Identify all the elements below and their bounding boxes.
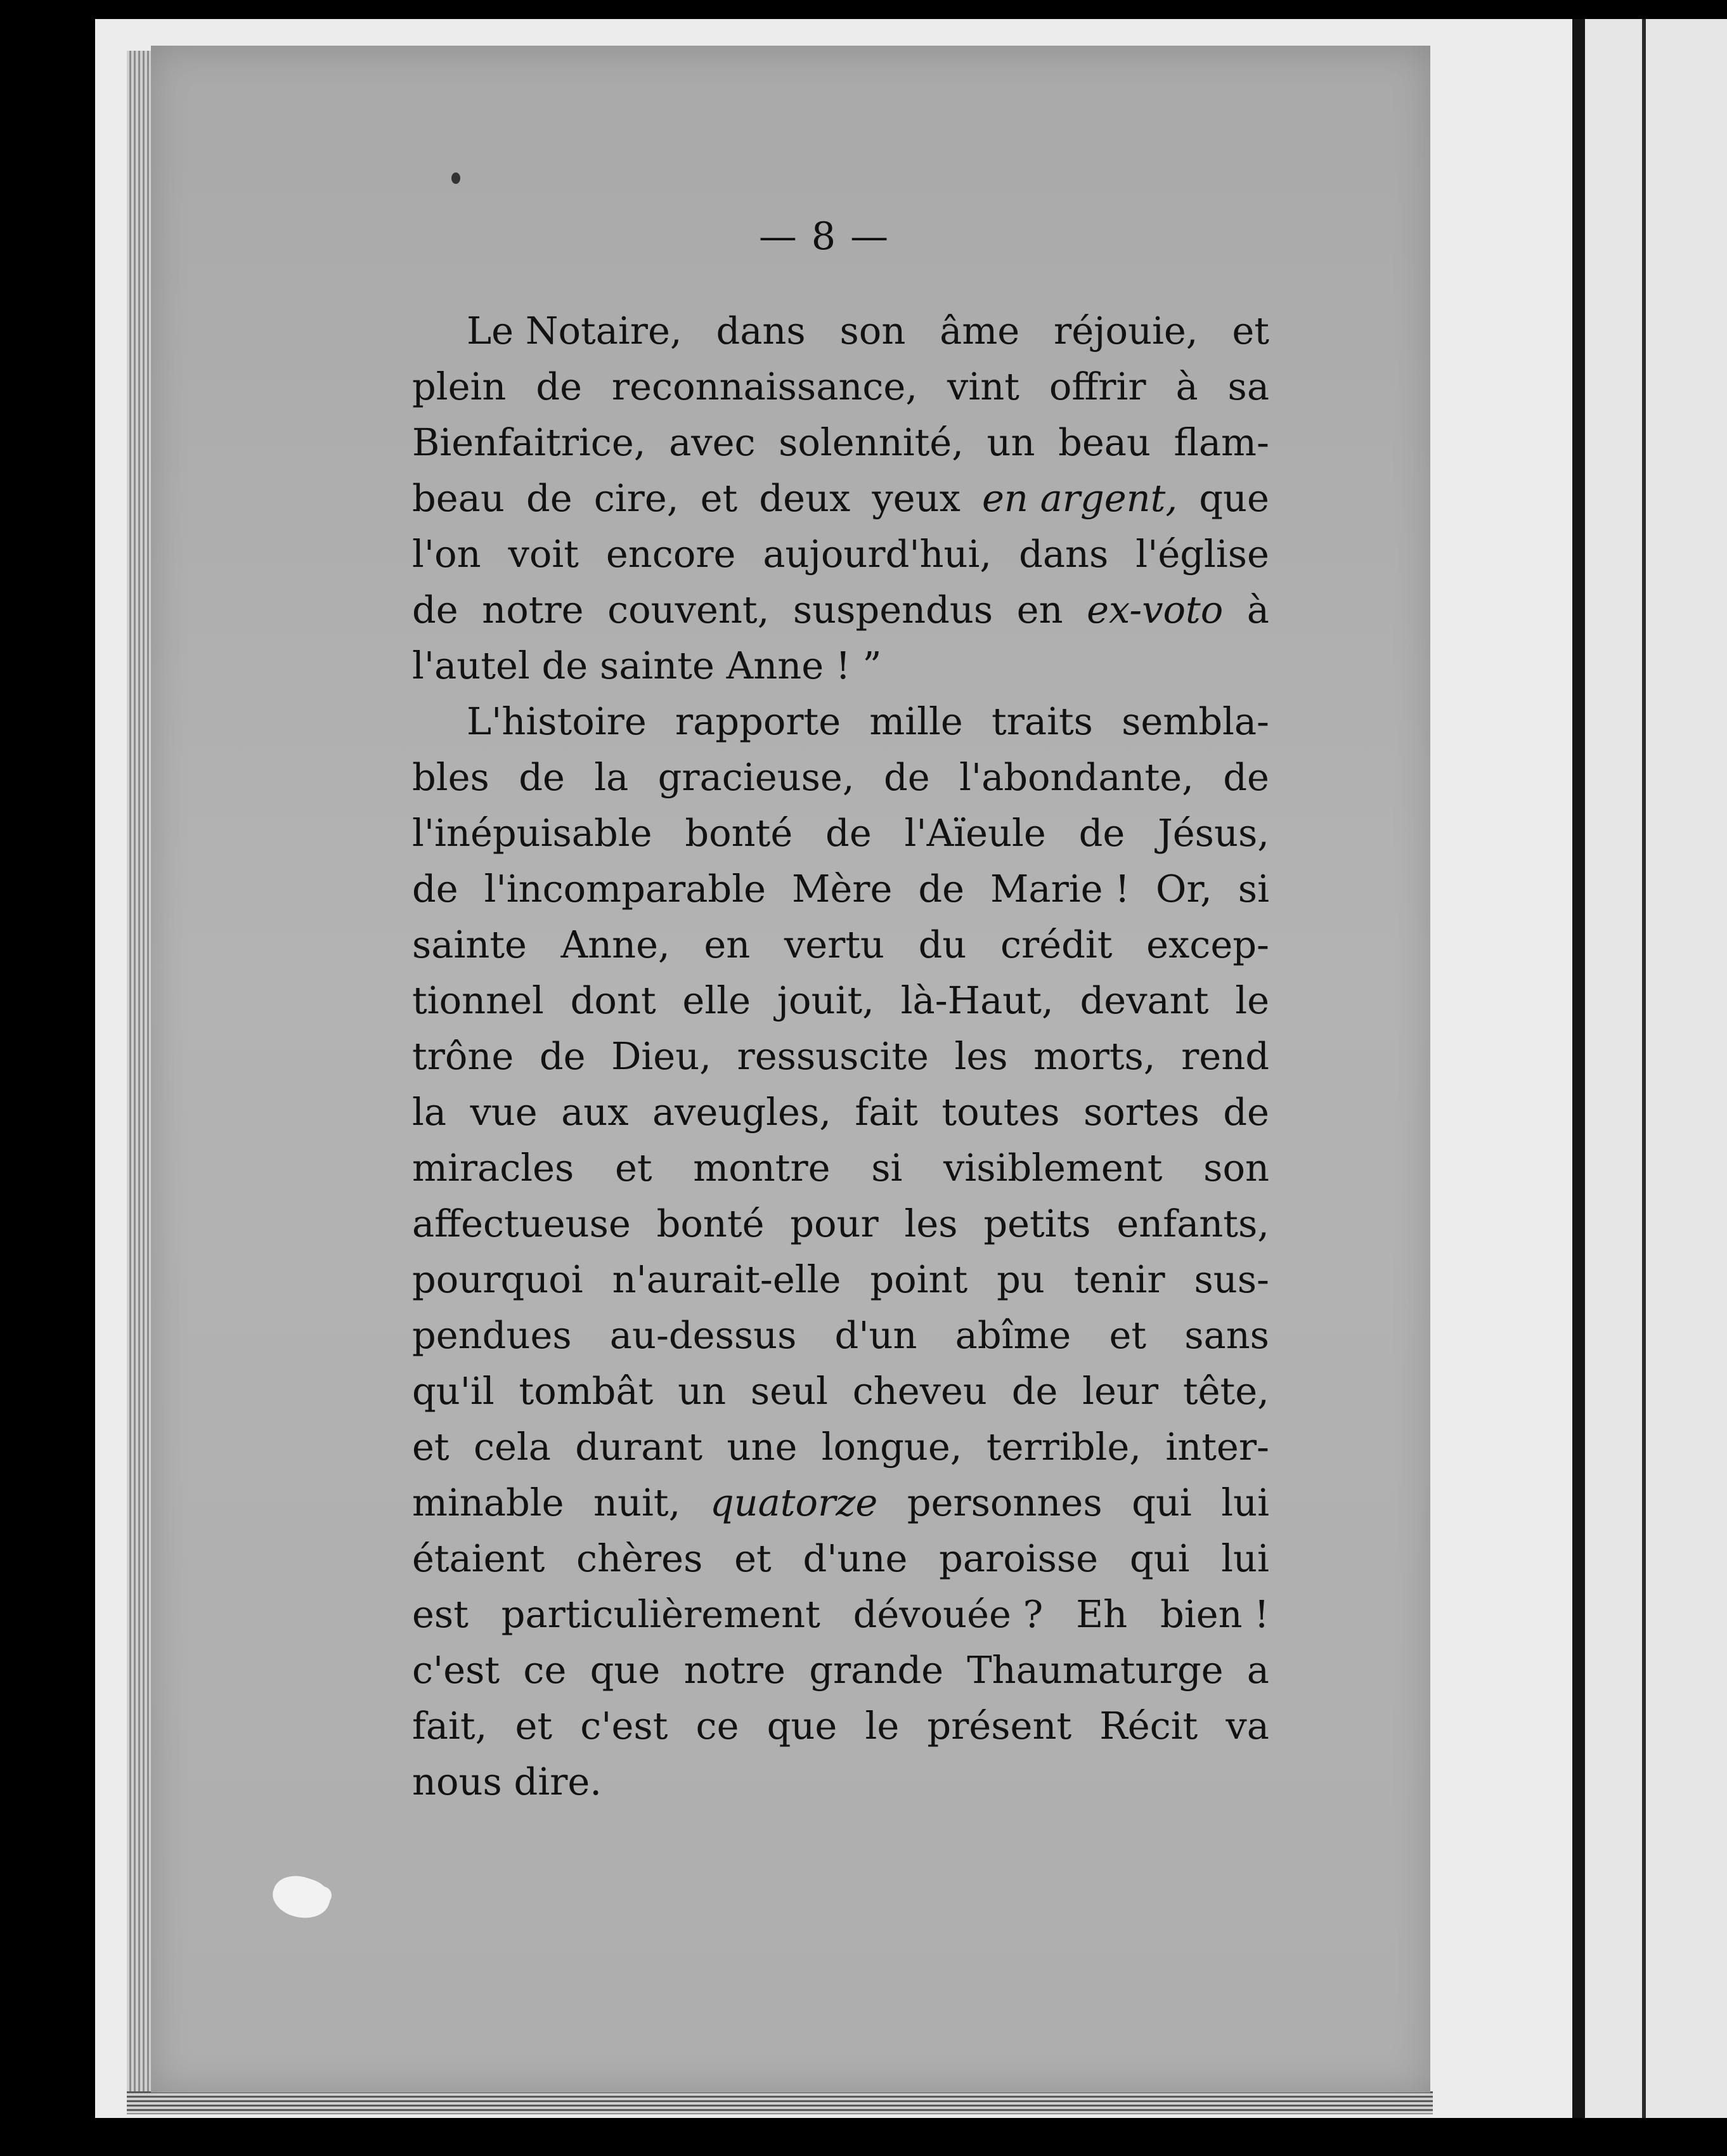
text-line <box>412 526 1269 582</box>
word: Récit <box>1099 1704 1198 1748</box>
word: et <box>515 1704 553 1748</box>
word: l'église <box>1135 532 1269 576</box>
word: de <box>412 867 458 911</box>
word: nuit, <box>593 1481 681 1524</box>
text-line <box>412 750 1269 805</box>
word: pour <box>790 1202 879 1245</box>
text-line <box>412 1029 1269 1084</box>
word: inter- <box>1165 1425 1269 1469</box>
word: de <box>1078 811 1125 855</box>
word: Or, <box>1155 867 1212 911</box>
word: encore <box>605 532 736 576</box>
word: paroisse <box>939 1536 1099 1580</box>
word: l'incomparable <box>484 867 766 911</box>
word: de <box>536 365 583 408</box>
word: sa <box>1227 365 1269 408</box>
word: l'abondante, <box>959 755 1194 799</box>
word: fait, <box>412 1704 488 1748</box>
word: et <box>1109 1313 1147 1357</box>
word: tionnel <box>412 978 544 1022</box>
word: bonté <box>656 1202 765 1245</box>
word: excep- <box>1146 923 1269 966</box>
word: Anne, <box>560 923 670 966</box>
word: yeux <box>872 476 961 520</box>
word: aux <box>561 1090 629 1134</box>
text-line <box>412 1140 1269 1196</box>
text-line <box>412 1084 1269 1140</box>
word: flam- <box>1174 420 1269 464</box>
word: visiblement <box>943 1146 1163 1190</box>
word: rend <box>1181 1034 1269 1078</box>
text-line <box>412 1196 1269 1252</box>
word: voit <box>508 532 579 576</box>
word: cheveu <box>852 1369 987 1413</box>
word: de <box>1011 1369 1058 1413</box>
word: c'est <box>412 1648 500 1692</box>
word: notre <box>482 588 584 632</box>
word: et <box>412 1425 450 1469</box>
word: point <box>870 1257 968 1301</box>
word: morts, <box>1033 1034 1156 1078</box>
word: les <box>954 1034 1008 1078</box>
text-line <box>412 471 1269 526</box>
word: avec <box>669 420 756 464</box>
word: bles <box>412 755 489 799</box>
text-line <box>412 415 1269 471</box>
body-text <box>412 303 1269 1810</box>
word: tombât <box>519 1369 654 1413</box>
word: abîme <box>955 1313 1071 1357</box>
word: sainte <box>412 923 527 966</box>
word: Jésus, <box>1158 811 1269 855</box>
word: que <box>1199 476 1269 520</box>
word: offrir <box>1049 365 1146 408</box>
word: du <box>918 923 967 966</box>
word: rapporte <box>675 699 841 743</box>
word: et <box>734 1536 772 1580</box>
word: à <box>1175 365 1198 408</box>
word: ce <box>695 1704 739 1748</box>
word: seul <box>750 1369 828 1413</box>
word: qui <box>1129 1536 1190 1580</box>
word: vertu <box>784 923 885 966</box>
word: tête, <box>1182 1369 1269 1413</box>
word: miracles <box>412 1146 574 1190</box>
word: beau <box>1058 420 1151 464</box>
word: longue, <box>821 1425 962 1469</box>
word: de <box>1223 755 1269 799</box>
word: pourquoi <box>412 1257 583 1301</box>
word: son <box>1203 1146 1269 1190</box>
word: le <box>1235 978 1269 1022</box>
page-stack-edge-bottom <box>127 2091 1433 2114</box>
text-line <box>412 1308 1269 1363</box>
word: plein <box>412 365 507 408</box>
word: sus- <box>1194 1257 1269 1301</box>
word: va <box>1226 1704 1269 1748</box>
word: c'est <box>580 1704 668 1748</box>
word: notre <box>683 1648 786 1692</box>
word: de <box>883 755 930 799</box>
text-line <box>412 1698 1269 1754</box>
page-stack-edge-left <box>127 51 152 2093</box>
word: dans <box>1019 532 1109 576</box>
word: et <box>700 476 738 520</box>
word: qui <box>1132 1481 1192 1524</box>
word: bien ! <box>1160 1592 1269 1636</box>
word: affectueuse <box>412 1202 631 1245</box>
text-line <box>412 1642 1269 1698</box>
word: dévouée ? <box>853 1592 1044 1636</box>
word: couvent, <box>607 588 770 632</box>
word: présent <box>927 1704 1072 1748</box>
word: est <box>412 1592 469 1636</box>
word: réjouie, <box>1054 309 1198 353</box>
word: l'Aïeule <box>904 811 1046 855</box>
word: durant <box>575 1425 703 1469</box>
text-line <box>412 638 1269 694</box>
word: âme <box>940 309 1020 353</box>
word: sans <box>1184 1313 1269 1357</box>
text-line <box>412 917 1269 973</box>
word: nous dire. <box>412 1760 602 1803</box>
word: aveugles, <box>652 1090 831 1134</box>
word: grande <box>809 1648 944 1692</box>
word: ex-voto <box>1087 588 1224 632</box>
word: minable <box>412 1481 564 1524</box>
word: la <box>594 755 629 799</box>
word: là-Haut, <box>900 978 1054 1022</box>
word: gracieuse, <box>657 755 855 799</box>
word: Mère <box>791 867 893 911</box>
word: que <box>766 1704 838 1748</box>
word: beau <box>412 476 505 520</box>
word: les <box>904 1202 958 1245</box>
word: la <box>412 1090 447 1134</box>
word: Thaumaturge <box>967 1648 1224 1692</box>
word: de <box>412 588 458 632</box>
word: de <box>825 811 872 855</box>
word: lui <box>1221 1536 1269 1580</box>
word: traits <box>991 699 1093 743</box>
word: et <box>614 1146 652 1190</box>
word: Dieu, <box>611 1034 711 1078</box>
word: qu'il <box>412 1369 495 1413</box>
word: personnes <box>907 1481 1103 1524</box>
word: de <box>526 476 572 520</box>
word: enfants, <box>1116 1202 1269 1245</box>
word: trône <box>412 1034 514 1078</box>
text-line <box>412 1252 1269 1308</box>
word: de <box>539 1034 586 1078</box>
word: étaient <box>412 1536 545 1580</box>
word: crédit <box>1000 923 1113 966</box>
word: sortes <box>1083 1090 1200 1134</box>
word: au-dessus <box>609 1313 797 1357</box>
text-line <box>412 1419 1269 1475</box>
word: chères <box>576 1536 703 1580</box>
word: sembla- <box>1122 699 1269 743</box>
word: ressuscite <box>737 1034 929 1078</box>
word: l'on <box>412 532 481 576</box>
word: de <box>519 755 565 799</box>
word: que <box>590 1648 661 1692</box>
word: toutes <box>941 1090 1060 1134</box>
word: dans <box>716 309 806 353</box>
word: en <box>1016 588 1063 632</box>
text-line <box>412 582 1269 638</box>
word: n'aurait-elle <box>612 1257 841 1301</box>
word: Marie ! <box>990 867 1130 911</box>
word: le <box>865 1704 900 1748</box>
word: Le Notaire, <box>467 309 682 353</box>
word: L'histoire <box>467 699 647 743</box>
word: pendues <box>412 1313 572 1357</box>
word: de <box>1223 1090 1269 1134</box>
page-number: — 8 — <box>758 214 890 259</box>
adjacent-page-edge <box>1642 19 1646 2118</box>
word: terrible, <box>986 1425 1142 1469</box>
word: bonté <box>685 811 793 855</box>
text-line <box>412 805 1269 861</box>
word: d'une <box>803 1536 908 1580</box>
word: mille <box>869 699 963 743</box>
text-line <box>412 1754 1269 1810</box>
word: pu <box>997 1257 1045 1301</box>
text-line <box>412 1363 1269 1419</box>
film-blemish <box>314 1886 332 1904</box>
word: lui <box>1221 1481 1269 1524</box>
adjacent-page-strip <box>1585 19 1727 2118</box>
ink-speck <box>451 172 460 184</box>
word: devant <box>1080 978 1209 1022</box>
mount-edge <box>1572 19 1585 2118</box>
word: quatorze <box>709 1481 878 1524</box>
text-line <box>412 694 1269 750</box>
word: a <box>1246 1648 1269 1692</box>
word: jouit, <box>777 978 874 1022</box>
word: reconnaissance, <box>611 365 918 408</box>
word: si <box>871 1146 903 1190</box>
word: l'autel de sainte Anne ! ” <box>412 644 882 687</box>
word: l'inépuisable <box>412 811 652 855</box>
word: vint <box>947 365 1019 408</box>
text-line <box>412 973 1269 1029</box>
word: petits <box>983 1202 1091 1245</box>
word: elle <box>682 978 751 1022</box>
word: un <box>678 1369 727 1413</box>
word: Eh <box>1076 1592 1128 1636</box>
word: solennité, <box>779 420 964 464</box>
word: vue <box>470 1090 538 1134</box>
word: Bienfaitrice, <box>412 420 646 464</box>
word: tenir <box>1073 1257 1165 1301</box>
text-line <box>412 303 1269 359</box>
word: à <box>1246 588 1269 632</box>
word: aujourd'hui, <box>763 532 992 576</box>
word: deux <box>759 476 851 520</box>
word: en argent, <box>981 476 1178 520</box>
word: cela <box>473 1425 551 1469</box>
word: d'un <box>834 1313 917 1357</box>
word: un <box>986 420 1035 464</box>
word: dont <box>570 978 656 1022</box>
text-line <box>412 1531 1269 1587</box>
word: son <box>839 309 906 353</box>
text-line <box>412 861 1269 917</box>
word: particulièrement <box>501 1592 820 1636</box>
word: si <box>1238 867 1269 911</box>
word: leur <box>1082 1369 1159 1413</box>
text-line <box>412 1587 1269 1642</box>
text-line <box>412 1475 1269 1531</box>
word: suspendus <box>792 588 993 632</box>
word: en <box>704 923 751 966</box>
word: fait <box>855 1090 918 1134</box>
word: et <box>1232 309 1269 353</box>
word: montre <box>693 1146 831 1190</box>
word: de <box>918 867 965 911</box>
word: une <box>727 1425 798 1469</box>
word: cire, <box>593 476 679 520</box>
word: ce <box>523 1648 567 1692</box>
text-line <box>412 359 1269 415</box>
